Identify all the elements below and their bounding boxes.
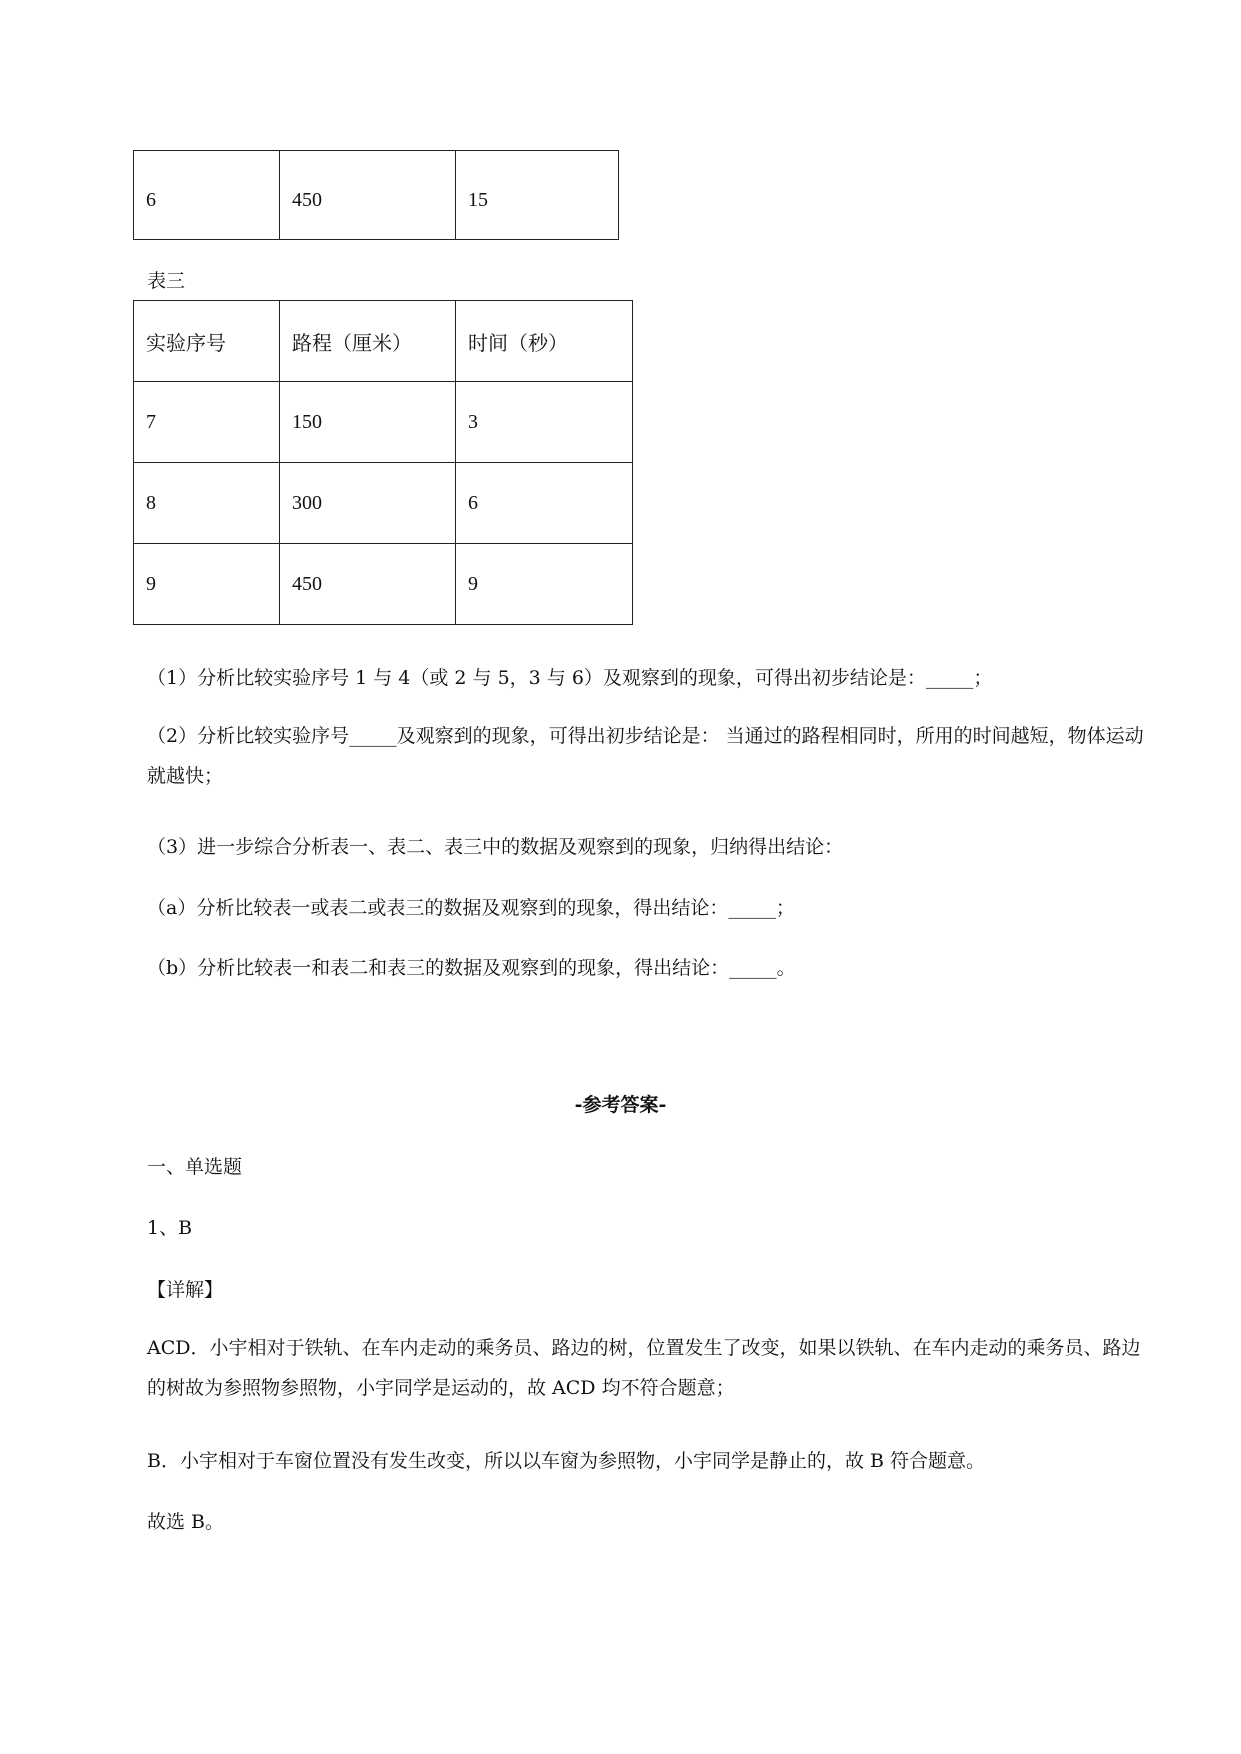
table-two-continuation [133, 150, 619, 240]
table-row [134, 463, 633, 544]
question-2: （2）分析比较实验序号_____及观察到的现象，可得出初步结论是： 当通过的路程相同时，所用的时间越短，物体运动就越快； [147, 725, 1144, 787]
table-cell: 150 [280, 382, 456, 463]
table-three [133, 300, 633, 625]
table-header-cell: 实验序号 [134, 301, 280, 382]
table-cell: 7 [134, 382, 280, 463]
question-3b: （b）分析比较表一和表二和表三的数据及观察到的现象，得出结论：_____。 [147, 957, 796, 979]
table-header-row [134, 301, 633, 382]
table-header-cell: 路程（厘米） [280, 301, 456, 382]
table-cell: 6 [134, 151, 280, 240]
section-heading: 一、单选题 [147, 1156, 243, 1178]
answer-item-1: 1、B [147, 1217, 193, 1239]
table-cell: 9 [456, 544, 633, 625]
question-3a: （a）分析比较表一或表二或表三的数据及观察到的现象，得出结论：_____； [147, 897, 795, 919]
table-row [134, 151, 619, 240]
table-cell: 15 [456, 151, 619, 240]
table-three-caption: 表三 [147, 270, 186, 292]
table-cell: 300 [280, 463, 456, 544]
table-cell: 6 [456, 463, 633, 544]
detail-label: 【详解】 [147, 1279, 224, 1301]
table-row [134, 382, 633, 463]
question-1: （1）分析比较实验序号 1 与 4（或 2 与 5，3 与 6）及观察到的现象，可得出初步结论是：_____； [147, 667, 993, 689]
explanation-paragraph-1: ACD．小宇相对于铁轨、在车内走动的乘务员、路边的树，位置发生了改变，如果以铁轨、在车内走动的乘务员、路边的树故为参照物参照物，小宇同学是运动的，故 ACD 均不符合题意； [147, 1337, 1141, 1399]
table-cell: 450 [280, 151, 456, 240]
answer-key-title: -参考答案- [574, 1094, 667, 1116]
answer-conclusion: 故选 B。 [147, 1511, 225, 1533]
table-cell: 9 [134, 544, 280, 625]
table-cell: 8 [134, 463, 280, 544]
table-cell: 450 [280, 544, 456, 625]
table-header-cell: 时间（秒） [456, 301, 633, 382]
explanation-paragraph-2: B．小宇相对于车窗位置没有发生改变，所以以车窗为参照物，小宇同学是静止的，故 B 符合题意。 [147, 1450, 986, 1472]
question-3: （3）进一步综合分析表一、表二、表三中的数据及观察到的现象，归纳得出结论： [147, 836, 844, 858]
table-row [134, 544, 633, 625]
table-cell: 3 [456, 382, 633, 463]
